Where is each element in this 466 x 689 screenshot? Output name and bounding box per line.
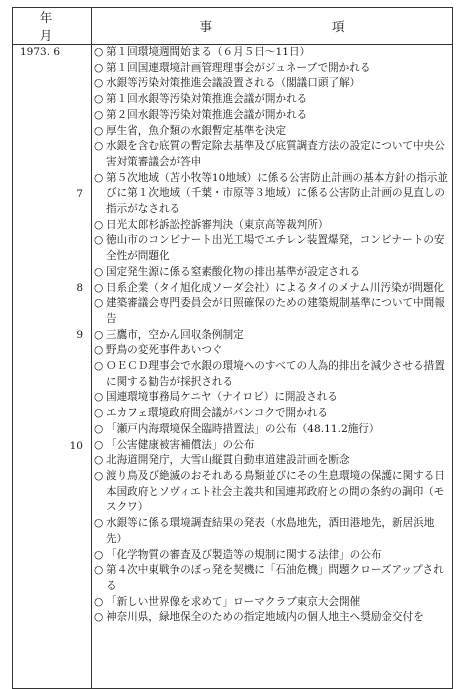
entry-text: 三鷹市，空かん回収条例制定 [106,328,244,341]
entry-text: 厚生省，魚介類の水銀暫定基準を決定 [106,124,287,137]
date-label: 10 [69,440,83,452]
entry-text: 水銀等に係る環境調査結果の発表（水島地先，酒田港地先，新居浜地先） [106,517,435,545]
list-item [94,610,450,626]
circle-bullet-icon: ○ [94,46,104,58]
entry-text: 「新しい世界像を求めて」ローマクラブ東京大会開催 [106,595,361,608]
list-item [94,563,450,594]
entry-text: 野鳥の変死事件あいつぐ [106,344,223,357]
entry-text: 第１回水銀等汚染対策推進会議が開かれる [106,93,308,106]
list-item [94,343,450,359]
entry-text: 日光太郎杉訴訟控訴審判決（東京高等裁判所） [106,218,329,231]
circle-bullet-icon: ○ [94,61,104,74]
circle-bullet-icon: ○ [94,140,104,153]
chronology-table [12,7,453,689]
entries-column [92,45,453,689]
circle-bullet-icon: ○ [94,360,104,373]
entry-text: 第１回環境週間始まる（６月５日～11日） [106,46,311,58]
list-item [94,328,450,344]
date-column [13,45,92,689]
circle-bullet-icon: ○ [94,611,104,624]
list-item [94,124,450,140]
entry-text: 第１回国連環境計画管理理事会がジュネーブで開かれる [106,61,371,74]
entry-text: 渡り鳥及び絶滅のおそれある鳥類並びにその生息環境の保護に関する日本国政府とソヴィエト社会主義共和国連邦政府との間の条約の調印（モスクワ） [106,469,445,514]
entry-text: 日系企業（タイ旭化成ソーダ会社）によるタイのメナム川汚染が問題化 [106,281,445,294]
date-list [13,45,91,688]
circle-bullet-icon: ○ [94,265,104,278]
list-item [94,139,450,170]
circle-bullet-icon: ○ [94,77,104,90]
header-label-ji: 事 [199,19,212,34]
list-item [94,469,450,516]
circle-bullet-icon: ○ [94,438,104,451]
circle-bullet-icon: ○ [94,564,104,577]
circle-bullet-icon: ○ [94,454,104,467]
circle-bullet-icon: ○ [94,407,104,420]
list-item [94,265,450,281]
entry-text: 第４次中東戦争のぼっ発を契機に「石油危機」問題クローズアップされる [106,564,444,592]
header-items [92,8,453,45]
circle-bullet-icon: ○ [94,469,104,482]
list-item [94,281,450,297]
entry-text: ＯＥＣＤ理事会で水銀の環境へのすべての人為的排出を減少させる措置に関する勧告が採択される [106,360,445,388]
date-label: 7 [76,188,83,200]
date-label: 8 [76,282,83,294]
entry-text: 国定発生源に係る窒素酸化物の排出基準が設定される [106,265,361,278]
entry-text: 建築審議会専門委員会が日照確保のための建築規制基準について中間報告 [106,297,445,325]
header-year-month: 年 月 [13,8,92,45]
entry-text: 水銀を含む底質の暫定除去基準及び底質調査方法の設定について中央公害対策審議会が答申 [106,140,445,168]
entry-text: 「瀬戸内海環境保全臨時措置法」の公布（48.11.2施行） [106,422,380,435]
circle-bullet-icon: ○ [94,124,104,137]
entry-text: 第２回水銀等汚染対策推進会議が開かれる [106,108,308,121]
date-label: 9 [76,329,83,341]
list-item [94,233,450,264]
entry-text: 神奈川県，緑地保全のための指定地域内の個人地主へ奨励金交付を [106,611,424,624]
table-body-row [13,45,453,689]
list-item [94,45,450,61]
entry-text: 「公害健康被害補償法」の公布 [106,438,255,451]
list-item [94,92,450,108]
list-item [94,453,450,469]
circle-bullet-icon: ○ [94,517,104,530]
circle-bullet-icon: ○ [94,171,104,184]
circle-bullet-icon: ○ [94,391,104,404]
circle-bullet-icon: ○ [94,234,104,247]
list-item [94,61,450,77]
circle-bullet-icon: ○ [94,548,104,561]
circle-bullet-icon: ○ [94,93,104,106]
entry-text: 第５次地域（苫小牧等10地域）に係る公害防止計画の基本方針の指示並びに第１次地域（千葉・市原等３地域）に係る公害防止計画の見直しの指示がなされる [106,171,448,216]
list-item [94,108,450,124]
list-item [94,218,450,234]
list-item [94,296,450,327]
circle-bullet-icon: ○ [94,108,104,121]
list-item [94,595,450,611]
table-header-row [13,8,453,45]
entry-text: 国連環境事務局ケニヤ（ナイロビ）に開設される [106,391,338,404]
list-item [94,359,450,390]
date-label: 1973. 6 [20,46,61,58]
entry-text: 水銀等汚染対策推進会議設置される（閣議口頭了解） [106,77,361,90]
entry-text: 「化学物質の審査及び製造等の規制に関する法律」の公布 [106,548,382,561]
entry-text: エカフェ環境政府間会議がバンコクで開かれる [106,407,328,420]
list-item [94,406,450,422]
circle-bullet-icon: ○ [94,422,104,435]
list-item [94,438,450,454]
list-item [94,390,450,406]
list-item [94,171,450,218]
document-page [12,7,452,679]
header-label-kou: 項 [332,19,345,34]
circle-bullet-icon: ○ [94,328,104,341]
circle-bullet-icon: ○ [94,344,104,357]
list-item [94,76,450,92]
circle-bullet-icon: ○ [94,218,104,231]
circle-bullet-icon: ○ [94,595,104,608]
entry-text: 徳山市のコンビナート出光工場でエチレン装置爆発，コンビナートの安全性が問題化 [106,234,445,263]
entry-text: 北海道開発庁，大雪山縦貫自動車道建設計画を断念 [106,454,350,467]
circle-bullet-icon: ○ [94,281,104,294]
list-item [94,548,450,564]
circle-bullet-icon: ○ [94,297,104,310]
list-item [94,422,450,438]
list-item [94,516,450,547]
